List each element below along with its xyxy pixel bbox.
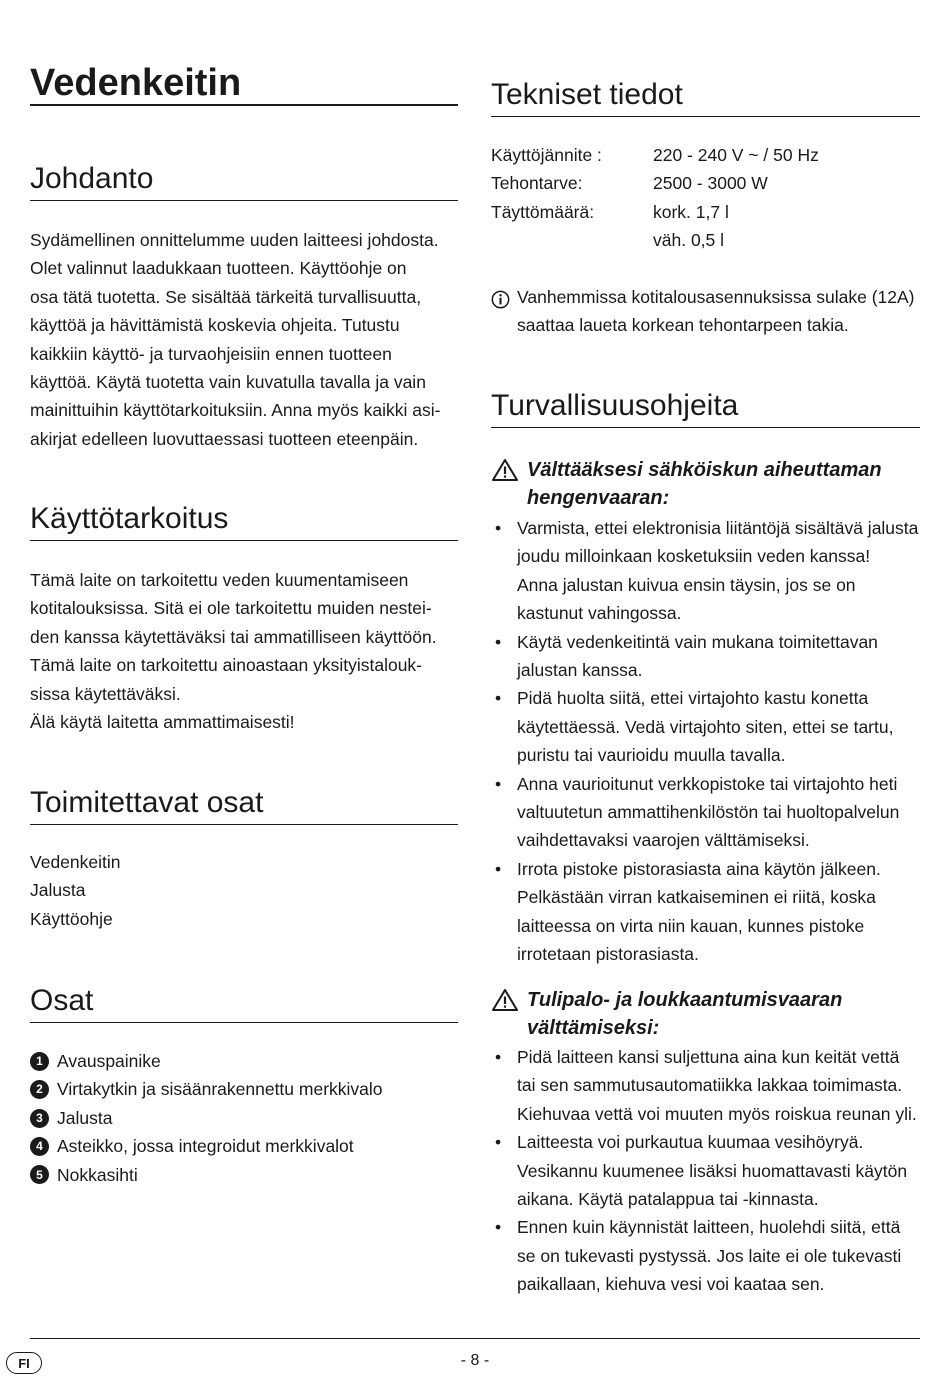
part-label: Nokkasihti — [57, 1164, 138, 1185]
spec-row — [491, 141, 920, 169]
text-line: osa tätä tuotetta. Se sisältää tärkeitä turvallisuutta, — [30, 286, 422, 307]
language-badge: FI — [6, 1352, 42, 1374]
number-badge: 1 — [30, 1052, 49, 1071]
list-item — [491, 1043, 920, 1128]
text-line: • Ennen kuin käynnistät laitteen, huolehdi siitä, että — [517, 1217, 901, 1238]
warning-title-line: Tulipalo- ja loukkaantumisvaaran — [527, 989, 843, 1011]
warning-title-line: välttämiseksi: — [527, 1017, 660, 1039]
list-item: Käyttöohje — [30, 908, 113, 929]
part-label: Avauspainike — [57, 1051, 161, 1071]
number-badge: 2 — [30, 1080, 49, 1099]
text-line: aikana. Käytä patalappua tai -kinnasta. — [517, 1189, 819, 1210]
footer-divider — [30, 1338, 920, 1339]
electric-shock-bullets — [491, 514, 920, 969]
section-heading-toimitettavat-osat: Toimitettavat osat — [30, 786, 458, 825]
list-item — [491, 1128, 920, 1213]
page-title: Vedenkeitin — [30, 62, 458, 106]
text-line: Vanhemmissa kotitalousasennuksissa sulake (12A) — [517, 287, 915, 307]
section-heading-osat: Osat — [30, 984, 458, 1023]
fire-injury-bullets — [491, 1043, 920, 1299]
text-line: Tämä laite on tarkoitettu veden kuumentamiseen — [30, 570, 409, 590]
text-line: • Anna vaurioitunut verkkopistoke tai virtajohto heti — [517, 773, 898, 794]
text-line: se on tukevasti pystyssä. Jos laite ei ole tukevasti — [517, 1245, 902, 1266]
section-heading-tekniset-tiedot: Tekniset tiedot — [491, 78, 920, 117]
text-line: Tämä laite on tarkoitettu ainoastaan yksityistalouk- — [30, 655, 422, 676]
text-line: paikallaan, kiehuva vesi voi kaataa sen. — [517, 1274, 825, 1295]
warning-triangle-icon — [491, 986, 527, 1042]
fuse-note — [491, 283, 920, 340]
section-heading-turvallisuusohjeita: Turvallisuusohjeita — [491, 389, 920, 428]
text-line: puristu tai vaurioidu muulla tavalla. — [517, 745, 786, 766]
list-item — [30, 1161, 458, 1189]
spec-key — [491, 226, 653, 254]
spec-value: kork. 1,7 l — [653, 201, 729, 222]
johdanto-text — [30, 226, 458, 453]
kayttotarkoitus-text — [30, 566, 458, 736]
number-badge: 3 — [30, 1109, 49, 1128]
list-item — [30, 1075, 458, 1103]
delivery-contents — [30, 848, 458, 933]
text-line: kotitalouksissa. Sitä ei ole tarkoitettu muiden nestei- — [30, 598, 432, 619]
text-line: Älä käytä laitetta ammattimaisesti! — [30, 712, 295, 733]
spec-row — [491, 198, 920, 226]
text-line: saattaa laueta korkean tehontarpeen takia. — [517, 315, 849, 336]
text-line: Anna jalustan kuivua ensin täysin, jos se on — [517, 574, 856, 595]
spec-value: väh. 0,5 l — [653, 230, 725, 251]
warning-title-line: hengenvaaran: — [527, 487, 670, 509]
text-line: kastunut vahingossa. — [517, 603, 682, 624]
warning-title-line: Välttääksesi sähköiskun aiheuttaman — [527, 459, 882, 481]
spec-value: 2500 - 3000 W — [653, 173, 768, 194]
page-number: - 8 - — [460, 1352, 490, 1369]
text-line: • Pidä laitteen kansi suljettuna aina kun keität vettä — [517, 1047, 900, 1067]
spec-key: Tehontarve: — [491, 173, 583, 194]
text-line: joudu milloinkaan kosketuksiin veden kanssa! — [517, 546, 871, 567]
list-item — [491, 1213, 920, 1298]
text-line: mainittuihin käyttötarkoituksiin. Anna myös kaikki asi- — [30, 400, 441, 421]
text-line: irrotetaan pistorasiasta. — [517, 944, 699, 965]
info-icon — [491, 283, 517, 340]
text-line: Olet valinnut laadukkaan tuotteen. Käyttöohje on — [30, 258, 407, 279]
text-line: Kiehuvaa vettä voi muuten myös roiskua reunan yli. — [517, 1103, 917, 1124]
text-line: vaihdettavaksi vaarojen välttämiseksi. — [517, 830, 810, 851]
text-line: • Irrota pistoke pistorasiasta aina käytön jälkeen. — [517, 858, 881, 879]
text-line: • Käytä vedenkeitintä vain mukana toimitettavan — [517, 631, 878, 652]
text-line: Sydämellinen onnittelumme uuden laitteesi johdosta. — [30, 230, 439, 250]
list-item — [30, 1132, 458, 1160]
list-item — [491, 628, 920, 685]
spec-table — [491, 141, 920, 255]
warning-heading-electric-shock — [491, 456, 920, 512]
text-line: jalustan kanssa. — [517, 660, 643, 681]
text-line: Pelkästään virran katkaiseminen ei riitä, koska — [517, 887, 876, 908]
spec-row — [491, 169, 920, 197]
text-line: käytettäessä. Vedä virtajohto siten, ettei se tartu, — [517, 716, 894, 737]
text-line: laitteessa on virta niin kauan, kunnes pistoke — [517, 915, 865, 936]
section-heading-kayttotarkoitus: Käyttötarkoitus — [30, 502, 458, 541]
part-label: Jalusta — [57, 1107, 113, 1128]
text-line: kaikkiin käyttö- ja turvaohjeisiin ennen tuotteen — [30, 343, 392, 364]
part-label: Asteikko, jossa integroidut merkkivalot — [57, 1136, 354, 1157]
text-line: • Laitteesta voi purkautua kuumaa vesihöyryä. — [517, 1132, 864, 1153]
text-line: • Varmista, ettei elektronisia liitäntöjä sisältävä jalusta — [517, 518, 919, 538]
text-line: den kanssa käytettäväksi tai ammatilliseen käyttöön. — [30, 626, 437, 647]
text-line: sissa käytettäväksi. — [30, 683, 181, 704]
list-item — [491, 684, 920, 769]
list-item — [491, 514, 920, 628]
section-heading-johdanto: Johdanto — [30, 162, 458, 201]
text-line: käyttöä ja hävittämistä koskevia ohjeita. Tutustu — [30, 315, 400, 336]
part-label: Virtakytkin ja sisäänrakennettu merkkivalo — [57, 1079, 383, 1100]
warning-heading-fire-injury — [491, 986, 920, 1042]
spec-key: Käyttöjännite : — [491, 145, 602, 165]
text-line: akirjat edelleen luovuttaessasi tuotteen eteenpäin. — [30, 428, 419, 449]
number-badge: 5 — [30, 1165, 49, 1184]
list-item: Vedenkeitin — [30, 852, 121, 872]
list-item — [30, 1047, 458, 1075]
spec-value: 220 - 240 V ~ / 50 Hz — [653, 145, 819, 165]
spec-row — [491, 226, 920, 254]
list-item — [30, 1104, 458, 1132]
text-line: • Pidä huolta siitä, ettei virtajohto kastu konetta — [517, 688, 869, 709]
parts-list — [30, 1047, 458, 1189]
note-text — [517, 283, 915, 340]
list-item — [491, 855, 920, 969]
text-line: Vesikannu kuumenee lisäksi huomattavasti käytön — [517, 1160, 908, 1181]
text-line: valtuutetun ammattihenkilöstön tai huoltopalvelun — [517, 802, 900, 823]
spec-key: Täyttömäärä: — [491, 201, 595, 222]
text-line: tai sen sammutusautomatiikka lakkaa toimimasta. — [517, 1075, 903, 1096]
warning-triangle-icon — [491, 456, 527, 512]
number-badge: 4 — [30, 1137, 49, 1156]
list-item — [491, 770, 920, 855]
text-line: käyttöä. Käytä tuotetta vain kuvatulla tavalla ja vain — [30, 372, 426, 393]
list-item: Jalusta — [30, 880, 86, 901]
